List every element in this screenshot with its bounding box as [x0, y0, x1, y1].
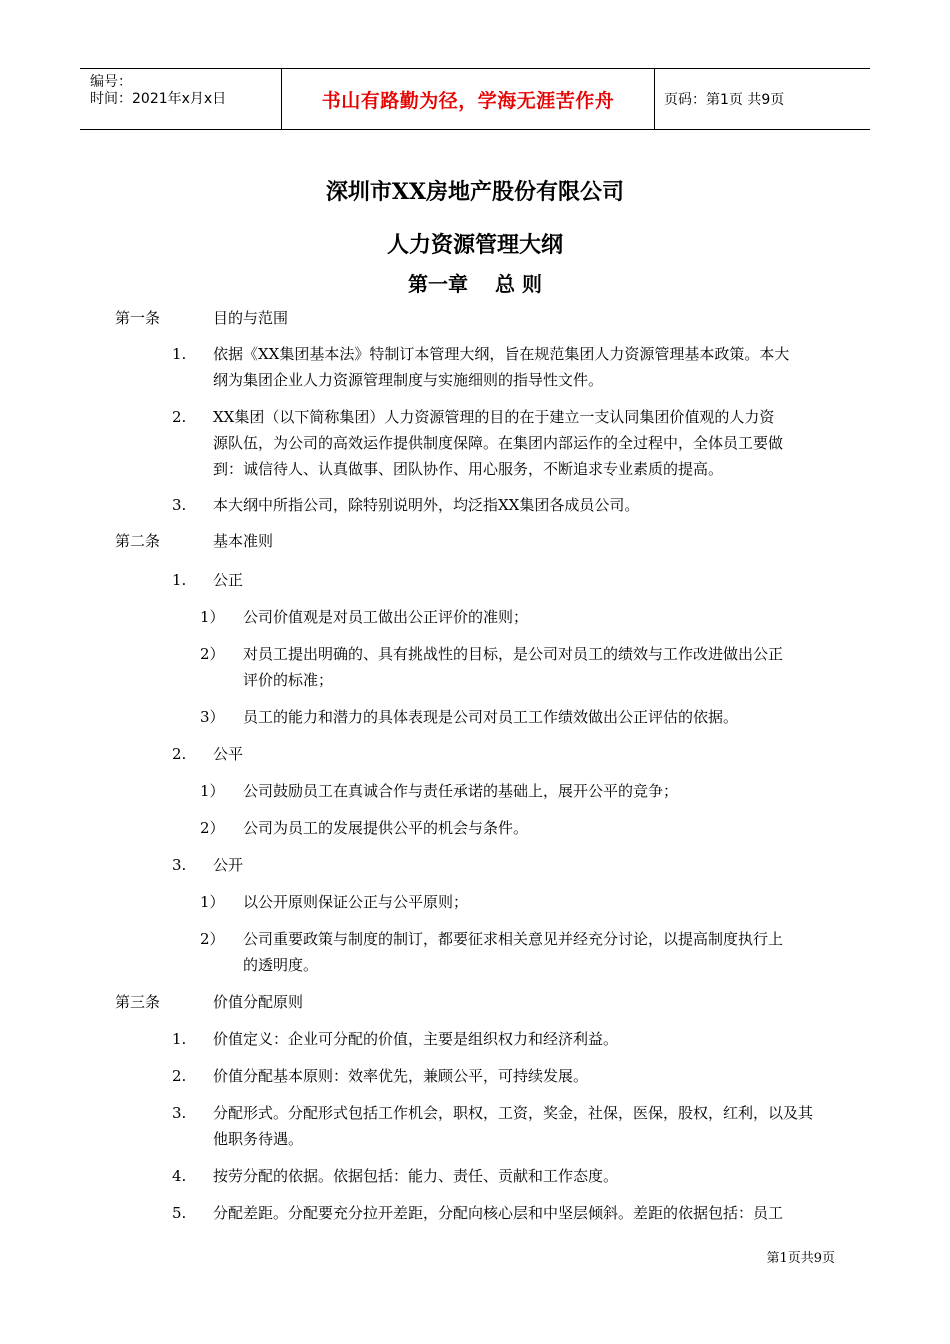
paragraph-line: 按劳分配的依据。依据包括：能力、责任、贡献和工作态度。 — [213, 1167, 619, 1185]
article-title: 基本准则 — [213, 532, 274, 550]
header-motto-cell — [281, 69, 655, 129]
section-title: 公开 — [213, 856, 244, 874]
sub-item-number: 2） — [200, 930, 225, 948]
item-number: 1. — [172, 345, 187, 363]
paragraph-line: 分配差距。分配要充分拉开差距，分配向核心层和中坚层倾斜。差距的依据包括：员工 — [213, 1204, 784, 1222]
paragraph-line: 他职务待遇。 — [213, 1130, 304, 1148]
number-label: 编号： — [90, 74, 132, 90]
paragraph-line: 本大纲中所指公司，除特别说明外，均泛指XX集团各成员公司。 — [213, 496, 640, 514]
paragraph-line: 纲为集团企业人力资源管理制度与实施细则的指导性文件。 — [213, 371, 604, 389]
paragraph-line: 公司价值观是对员工做出公正评价的准则； — [243, 608, 529, 626]
paragraph-line: 公司为员工的发展提供公平的机会与条件。 — [243, 819, 529, 837]
chapter-title: 第一章 总 则 — [408, 272, 542, 296]
paragraph-line: 价值定义：企业可分配的价值，主要是组织权力和经济利益。 — [213, 1030, 619, 1048]
paragraph-line: 依据《XX集团基本法》特制订本管理大纲，旨在规范集团人力资源管理基本政策。本大 — [213, 345, 790, 363]
item-number: 2. — [172, 1067, 187, 1085]
sub-item-number: 1） — [200, 608, 225, 626]
motto: 书山有路勤为径，学海无涯苦作舟 — [321, 89, 615, 112]
page-info: 页码：第1页 共9页 — [664, 92, 785, 108]
item-number: 3. — [172, 496, 187, 514]
article-number: 第二条 — [115, 532, 161, 550]
paragraph-line: 评价的标准； — [243, 671, 334, 689]
item-number: 2. — [172, 408, 187, 426]
paragraph-line: 到：诚信待人、认真做事、团队协作、用心服务，不断追求专业素质的提高。 — [213, 460, 724, 478]
article-number: 第三条 — [115, 993, 161, 1011]
paragraph-line: XX集团（以下简称集团）人力资源管理的目的在于建立一支认同集团价值观的人力资 — [213, 408, 775, 426]
sub-item-number: 2） — [200, 645, 225, 663]
header-page-cell — [654, 69, 870, 129]
section-title: 公正 — [213, 571, 244, 589]
article-title: 价值分配原则 — [213, 993, 304, 1011]
time-label: 时间：2021年x月x日 — [90, 91, 227, 107]
paragraph-line: 的透明度。 — [243, 956, 319, 974]
company-title: 深圳市XX房地产股份有限公司 — [325, 179, 625, 205]
sub-item-number: 1） — [200, 893, 225, 911]
sub-item-number: 2） — [200, 819, 225, 837]
paragraph-line: 对员工提出明确的、具有挑战性的目标，是公司对员工的绩效与工作改进做出公正 — [243, 645, 784, 663]
section-title: 公平 — [213, 745, 244, 763]
item-number: 2. — [172, 745, 187, 763]
item-number: 3. — [172, 1104, 187, 1122]
sub-item-number: 1） — [200, 782, 225, 800]
paragraph-line: 员工的能力和潜力的具体表现是公司对员工工作绩效做出公正评估的依据。 — [243, 708, 739, 726]
header-meta-cell — [80, 69, 280, 129]
page-footer: 第1页共9页 — [766, 1251, 835, 1266]
article-number: 第一条 — [115, 309, 161, 327]
item-number: 5. — [172, 1204, 187, 1222]
article-title: 目的与范围 — [213, 309, 289, 327]
sub-item-number: 3） — [200, 708, 225, 726]
paragraph-line: 价值分配基本原则：效率优先，兼顾公平，可持续发展。 — [213, 1067, 589, 1085]
paragraph-line: 源队伍，为公司的高效运作提供制度保障。在集团内部运作的全过程中，全体员工要做 — [213, 434, 784, 452]
item-number: 1. — [172, 1030, 187, 1048]
item-number: 3. — [172, 856, 187, 874]
document-header — [80, 68, 870, 130]
paragraph-line: 公司重要政策与制度的制订，都要征求相关意见并经充分讨论，以提高制度执行上 — [243, 930, 784, 948]
paragraph-line: 以公开原则保证公正与公平原则； — [243, 893, 469, 911]
paragraph-line: 公司鼓励员工在真诚合作与责任承诺的基础上，展开公平的竞争； — [243, 782, 679, 800]
item-number: 1. — [172, 571, 187, 589]
item-number: 4. — [172, 1167, 187, 1185]
document-title: 人力资源管理大纲 — [386, 232, 563, 258]
paragraph-line: 分配形式。分配形式包括工作机会，职权，工资，奖金，社保，医保，股权，红利，以及其 — [213, 1104, 814, 1122]
